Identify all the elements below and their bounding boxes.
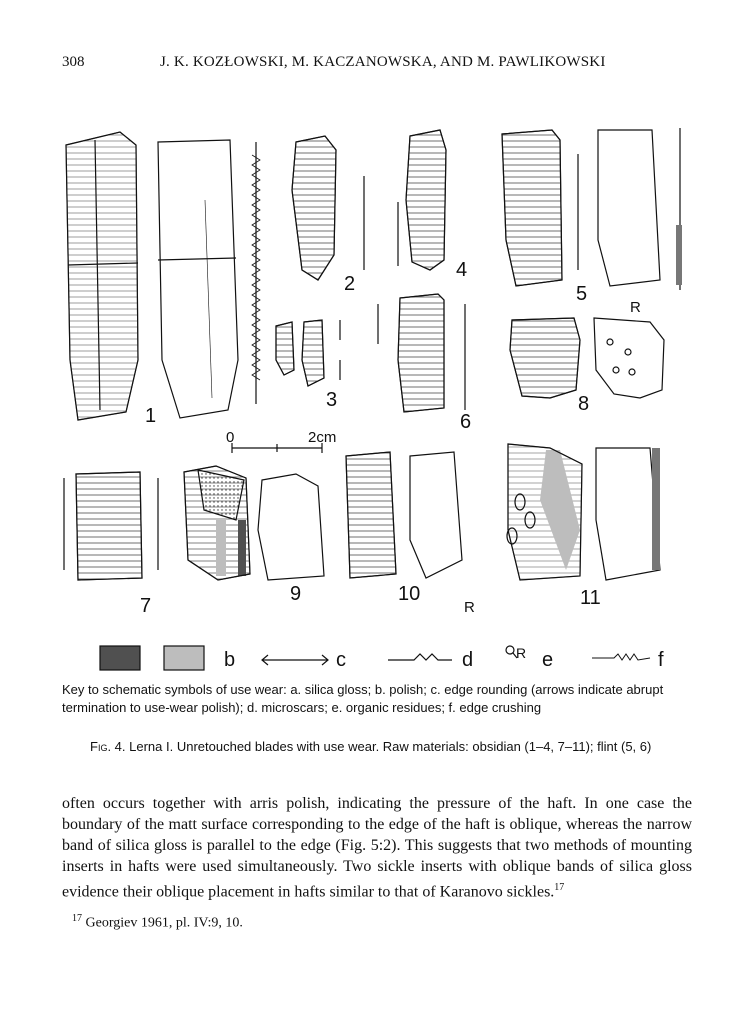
legend-letter-d: d: [462, 649, 474, 671]
artifact-3-drawing: [276, 320, 340, 386]
footnote-number: 17: [72, 913, 82, 924]
body-paragraph-text: often occurs together with arris polish, indicating the pressure of the haft. In one case the boundary of the matt surface corresponding to the edge of the haft is oblique, whereas the narrow band of silica gloss is parallel to the edge (Fig. 5:2). This suggests that two methods of mounting inserts in hafts were used simultaneously. Two sickle inserts with oblique bands of silica gloss evidence their oblique placement in hafts similar to that of Karanovo sickles.: [62, 795, 692, 901]
artifact-label-10: 10: [398, 583, 421, 605]
figure-label: Fig. 4.: [90, 739, 126, 754]
artifact-label-1: 1: [145, 405, 157, 427]
artifact-7-drawing: [64, 472, 158, 580]
page-number: 308: [62, 54, 85, 70]
artifact-8-drawing: [510, 318, 664, 398]
residue-marker-11: R: [464, 599, 475, 616]
body-paragraph: [62, 793, 692, 902]
legend-letter-f: f: [658, 649, 664, 671]
legend-letter-b: b: [224, 649, 236, 671]
footnote-text: Georgiev 1961, pl. IV:9, 10.: [85, 915, 243, 931]
figure-caption-text: Lerna I. Unretouched blades with use wear. Raw materials: obsidian (1–4, 7–11); flint (5, 6): [129, 739, 652, 754]
scale-bar-start: 0: [226, 429, 235, 446]
artifact-label-6: 6: [460, 411, 472, 433]
legend-marker-r: R: [516, 645, 527, 661]
artifact-2-drawing: [292, 136, 398, 280]
artifact-1-drawing: [66, 132, 260, 420]
figure-caption: [90, 739, 710, 754]
artifact-label-2: 2: [344, 273, 356, 295]
artifact-10-drawing: [346, 452, 462, 578]
artifact-label-11: 11: [580, 587, 601, 609]
legend-letter-c: c: [336, 649, 346, 671]
artifact-label-4: 4: [456, 259, 468, 281]
artifact-9-drawing: [184, 466, 324, 580]
legend-letter-e: e: [542, 649, 554, 671]
artifact-label-3: 3: [326, 389, 338, 411]
artifact-label-7: 7: [140, 595, 152, 617]
artifact-6-drawing: [378, 294, 465, 412]
figure-key: Key to schematic symbols of use wear: a. silica gloss; b. polish; c. edge rounding (arrows indicate abrupt termination to use-wear polish); d. microscars; e. organic residues; f. edge crushing: [62, 682, 664, 715]
artifact-4-drawing: [406, 130, 446, 270]
footnote-reference: 17: [554, 882, 565, 893]
artifact-label-5: 5: [576, 283, 588, 305]
running-head: J. K. KOZŁOWSKI, M. KACZANOWSKA, AND M. PAWLIKOWSKI: [160, 54, 606, 70]
artifact-5-drawing: [502, 128, 682, 290]
legend-symbols: [100, 646, 650, 670]
artifact-label-8: 8: [578, 393, 590, 415]
scale-bar-end: 2cm: [308, 429, 337, 446]
footnote: [72, 913, 243, 932]
residue-marker-8: R: [630, 299, 641, 316]
artifact-11-drawing: [507, 444, 660, 580]
figure-use-wear-drawings: [40, 118, 720, 678]
artifact-label-9: 9: [290, 583, 302, 605]
